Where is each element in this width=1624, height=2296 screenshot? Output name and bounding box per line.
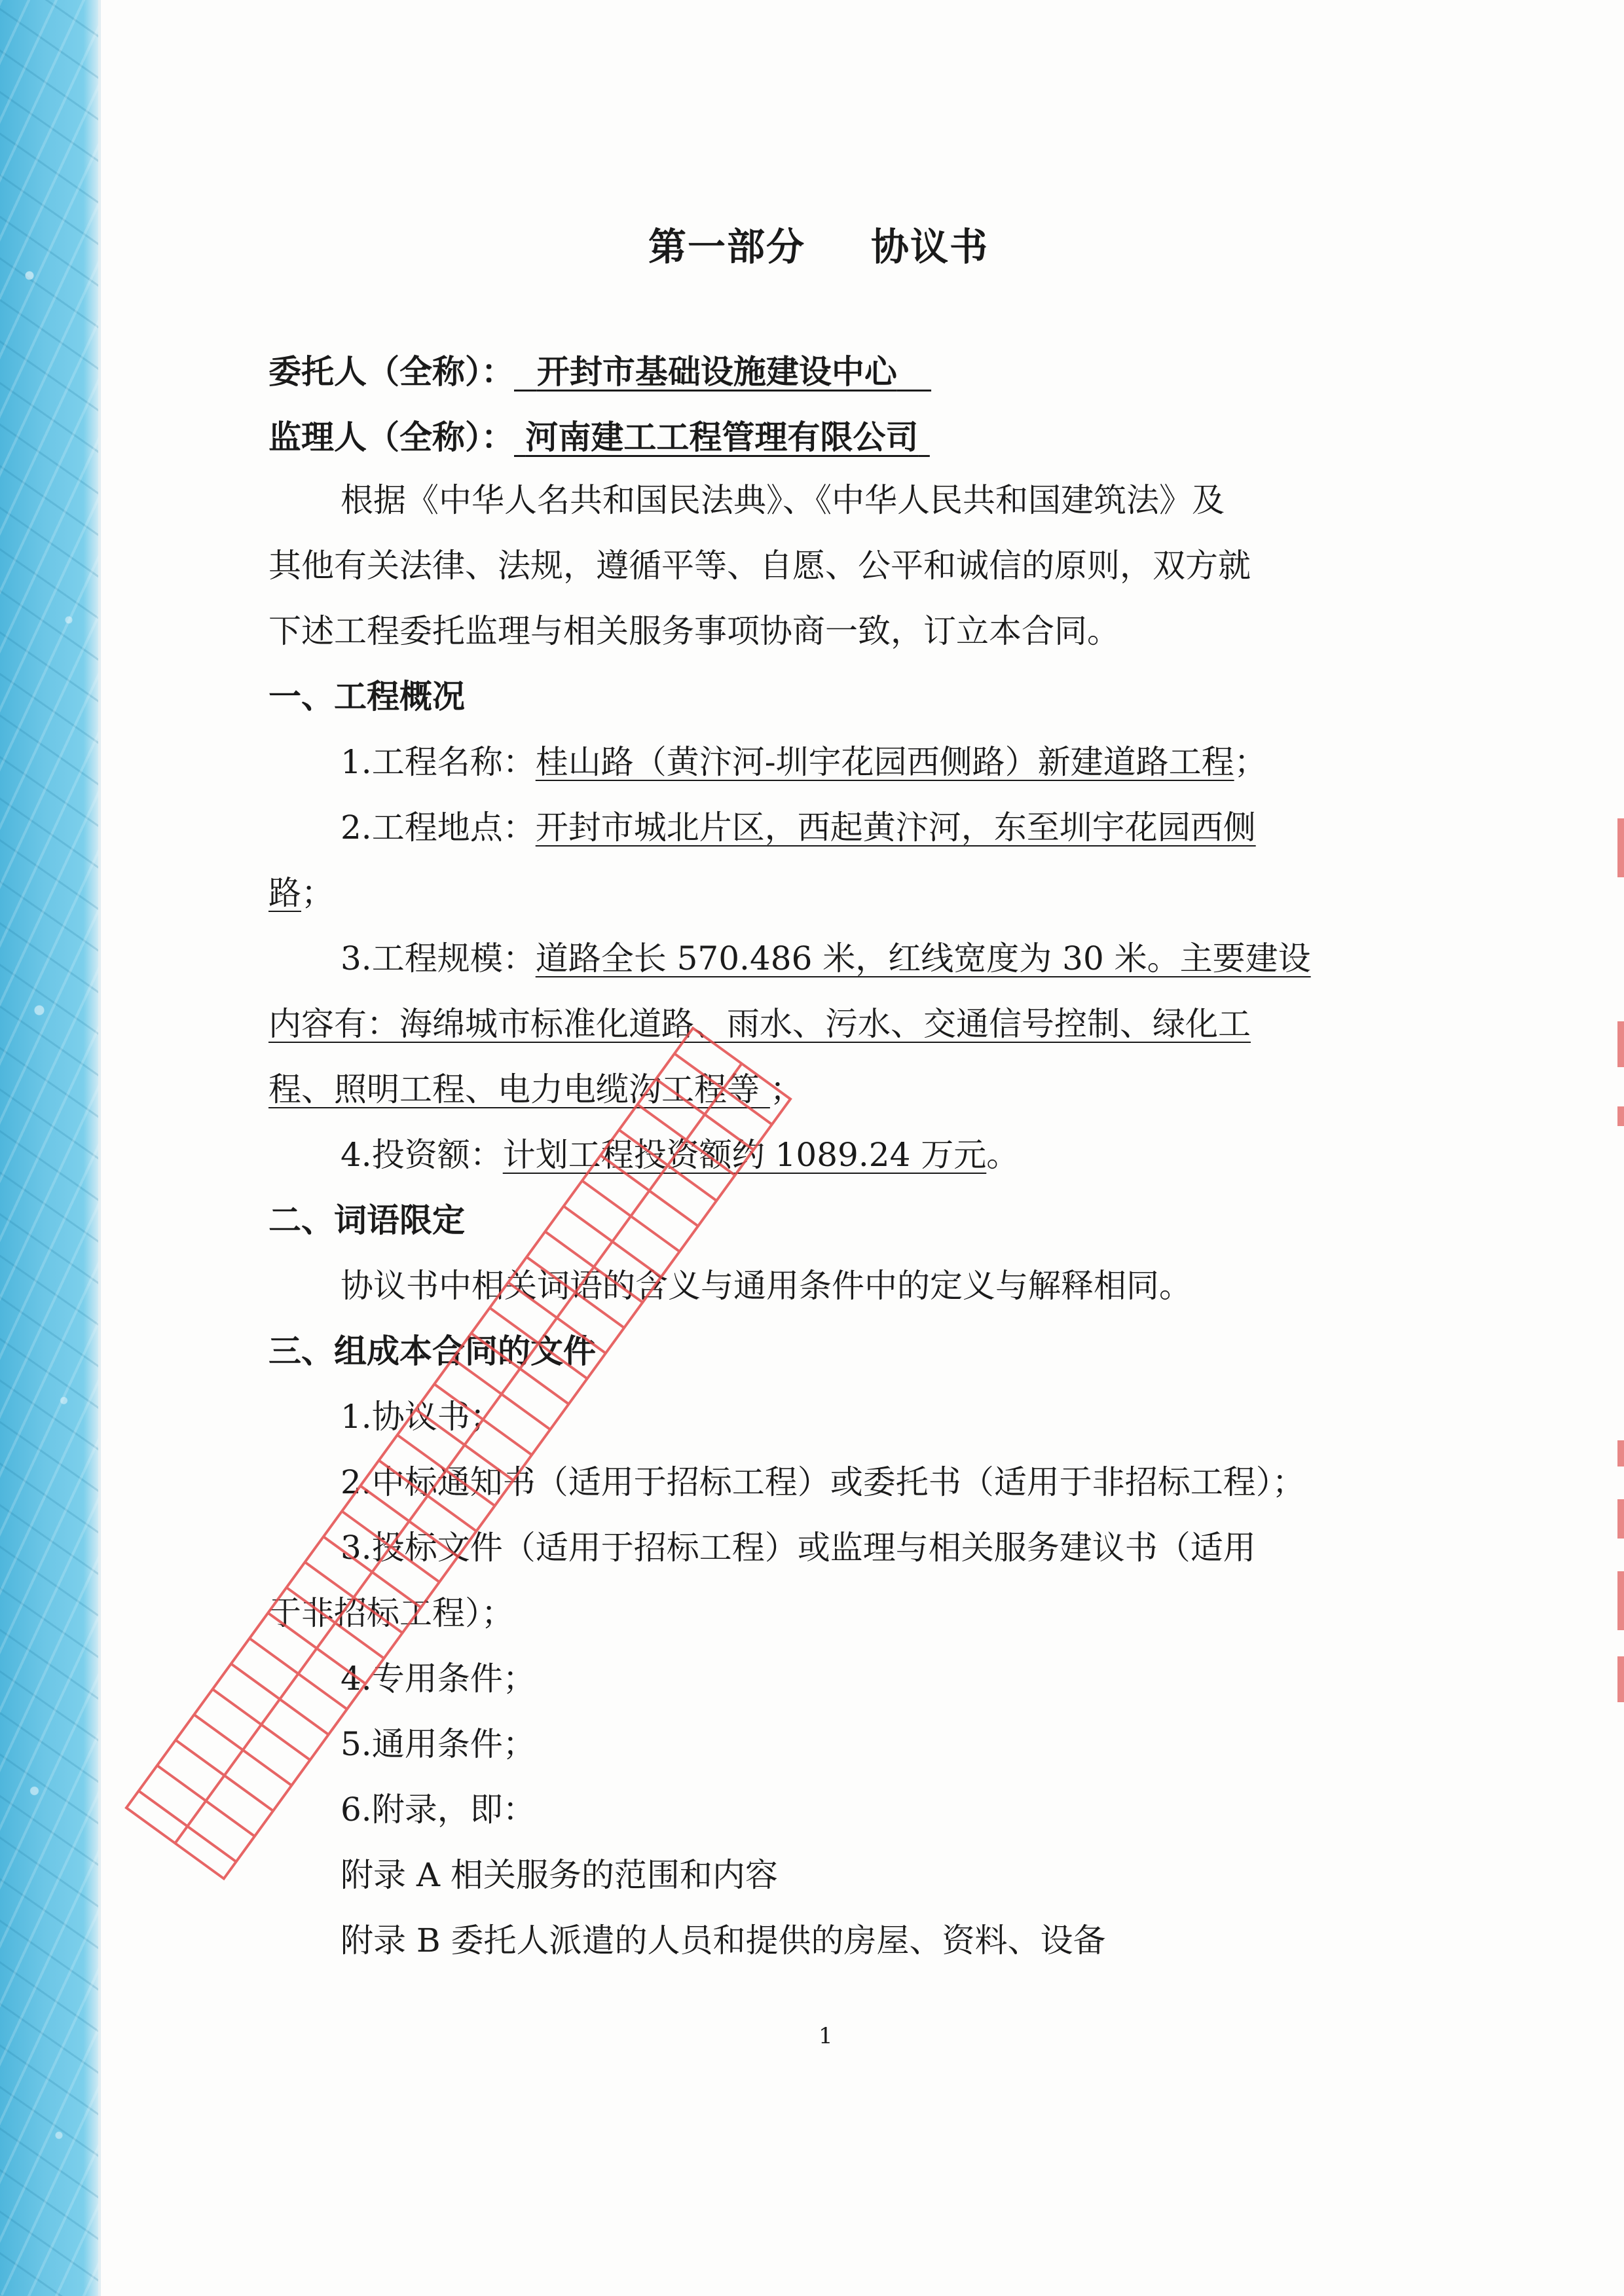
- seal-edge-mark: [1617, 1440, 1624, 1467]
- seal-edge-mark: [1617, 1571, 1624, 1630]
- preamble-line: 下述工程委托监理与相关服务事项协商一致，订立本合同。: [268, 612, 1120, 650]
- binding-strip-edge: [98, 0, 101, 2296]
- seal-grid-line: [379, 1461, 477, 1531]
- seal-grid-line: [526, 1257, 624, 1328]
- seal-edge-mark: [1617, 1021, 1624, 1067]
- project-scale-label: 3.工程规模：: [341, 939, 536, 977]
- title-part: 第一部分: [648, 225, 806, 269]
- seal-grid-line: [342, 1511, 439, 1582]
- seal-grid-line: [619, 1130, 716, 1201]
- party-supervisor-label: 监理人（全称）：: [268, 418, 514, 456]
- project-scale-value: 道路全长 570.486 米，红线宽度为 30 米。主要建设: [535, 939, 1311, 977]
- party-client-line: [268, 352, 931, 392]
- party-client-label: 委托人（全称）：: [268, 352, 514, 391]
- project-location-value-cont: 路: [268, 874, 301, 912]
- page-number: 1: [819, 2023, 833, 2049]
- preamble-line: 其他有关法律、法规，遵循平等、自愿、公平和诚信的原则，双方就: [268, 547, 1251, 585]
- seal-grid-line: [582, 1180, 680, 1251]
- seal-edge-mark: [1617, 1499, 1624, 1539]
- project-scale-line-cont: [268, 1004, 1251, 1044]
- project-scale-line: [341, 939, 1311, 978]
- seal-grid-line: [508, 1283, 606, 1353]
- seal-grid-line: [286, 1588, 384, 1658]
- seal-grid-line: [249, 1638, 347, 1709]
- contract-document-item: 3.投标文件（适用于招标工程）或监理与相关服务建议书（适用: [341, 1529, 1256, 1567]
- project-location-line: [341, 808, 1256, 847]
- investment-value: 计划工程投资额约 1089.24 万元: [502, 1136, 987, 1174]
- appendix-a: 附录 A 相关服务的范围和内容: [341, 1856, 778, 1894]
- seal-grid-line: [600, 1156, 698, 1226]
- seal-edge-mark: [1617, 818, 1624, 877]
- contract-document-item: 1.协议书；: [341, 1398, 503, 1436]
- seal-grid-line: [213, 1689, 310, 1760]
- contract-document-item: 6.附录，即：: [341, 1791, 536, 1829]
- project-location-label: 2.工程地点：: [341, 809, 536, 847]
- seal-grid-line: [360, 1485, 458, 1556]
- project-name-label: 1.工程名称：: [341, 743, 536, 781]
- seal-grid-line: [397, 1435, 495, 1506]
- seal-grid-line: [471, 1333, 569, 1404]
- project-name-line: 1.工程名称：桂山路（黄汴河-圳宇花园西侧路）新建道路工程；: [341, 743, 1267, 781]
- investment-line: 4.投资额：计划工程投资额约 1089.24 万元。: [341, 1136, 1020, 1174]
- project-scale-value-cont: 内容有：海绵城市标准化道路、雨水、污水、交通信号控制、绿化工: [268, 1005, 1251, 1043]
- seal-grid-line: [638, 1104, 735, 1175]
- section3-heading: 三、组成本合同的文件: [268, 1332, 596, 1370]
- seal-grid-line: [490, 1308, 587, 1379]
- contract-document-item-cont: 于非招标工程）；: [268, 1594, 514, 1632]
- seal-edge-mark: [1617, 1106, 1624, 1126]
- seal-grid-line: [416, 1410, 513, 1480]
- project-name-value: 桂山路（黄汴河-圳宇花园西侧路）新建道路工程: [535, 743, 1234, 781]
- seal-grid-line: [194, 1715, 291, 1785]
- section2-heading: 二、词语限定: [268, 1201, 465, 1239]
- preamble-line: 根据《中华人名共和国民法典》、《中华人民共和国建筑法》及: [341, 481, 1225, 519]
- project-scale-value-cont: 程、照明工程、电力电缆沟工程等: [268, 1070, 760, 1108]
- party-supervisor-value: 河南建工工程管理有限公司: [525, 418, 919, 456]
- title-name: 协议书: [871, 225, 989, 269]
- document-title: [648, 216, 989, 271]
- seal-grid-line: [268, 1613, 365, 1684]
- project-scale-line-cont: 程、照明工程、电力电缆沟工程等 ；: [268, 1070, 803, 1108]
- seal-grid-line: [674, 1053, 772, 1124]
- seal-grid-line: [175, 1740, 273, 1811]
- party-client-value: 开封市基础设施建设中心: [536, 352, 897, 391]
- contract-document-item: 2.中标通知书（适用于招标工程）或委托书（适用于非招标工程）；: [341, 1463, 1305, 1501]
- seal-grid-line: [157, 1766, 255, 1836]
- seal-grid-line: [656, 1079, 754, 1150]
- section2-body: 协议书中相关词语的含义与通用条件中的定义与解释相同。: [341, 1267, 1192, 1305]
- seal-grid-line: [452, 1358, 550, 1429]
- party-supervisor-line: [268, 418, 930, 457]
- investment-label: 4.投资额：: [341, 1136, 503, 1174]
- blue-binding-strip: [0, 0, 98, 2296]
- seal-grid-line: [434, 1384, 532, 1455]
- seal-grid-line: [564, 1206, 661, 1277]
- section1-heading: 一、工程概况: [268, 677, 465, 716]
- project-location-value: 开封市城北片区，西起黄汴河，东至圳宇花园西侧: [535, 809, 1256, 847]
- seal-grid-line: [305, 1562, 403, 1633]
- appendix-b: 附录 B 委托人派遣的人员和提供的房屋、资料、设备: [341, 1922, 1106, 1959]
- seal-grid-line: [323, 1537, 421, 1607]
- contract-document-item: 5.通用条件；: [341, 1725, 536, 1763]
- project-location-line-cont: 路；: [268, 874, 334, 912]
- contract-document-item: 4.专用条件；: [341, 1660, 536, 1698]
- seal-edge-mark: [1617, 1656, 1624, 1702]
- seal-grid-line: [545, 1231, 642, 1302]
- seal-grid-line: [231, 1664, 329, 1734]
